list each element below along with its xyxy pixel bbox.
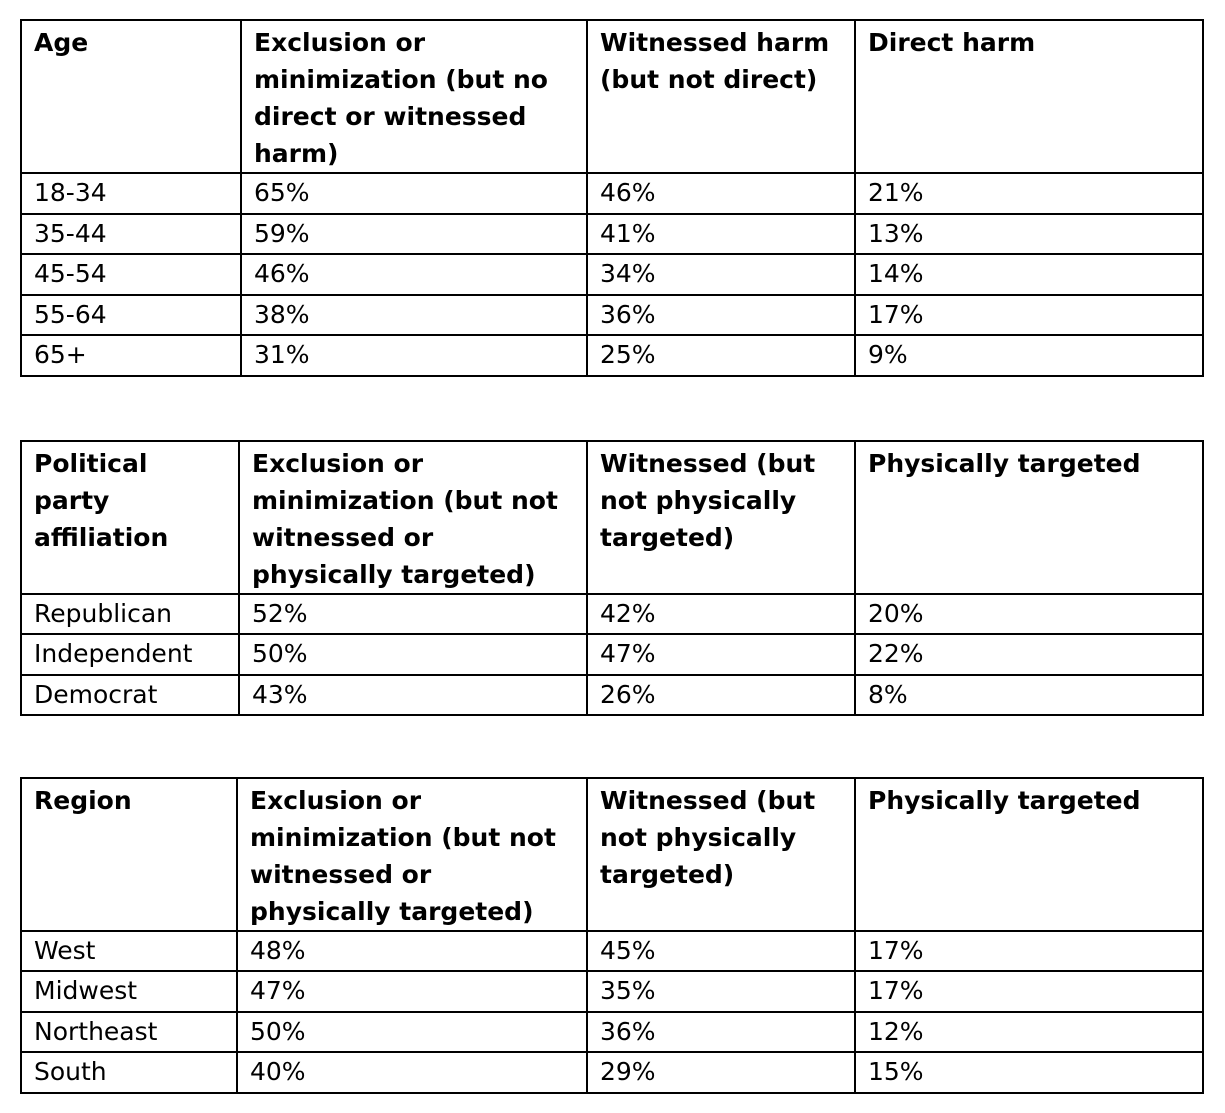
party-table [20, 440, 1204, 716]
table-cell: 52% [239, 594, 587, 634]
column-header: Physically targeted [855, 778, 1203, 931]
table-cell: 17% [855, 971, 1203, 1011]
column-header: Political party affiliation [21, 441, 239, 594]
table-row [21, 931, 1203, 971]
table-cell: South [21, 1052, 237, 1092]
table-row [21, 1012, 1203, 1052]
table-cell: 45-54 [21, 254, 241, 295]
table-cell: 17% [855, 931, 1203, 971]
table-cell: 46% [587, 173, 855, 214]
table-cell: 17% [855, 295, 1203, 336]
table-row [21, 173, 1203, 214]
table-row [21, 971, 1203, 1011]
table-cell: 36% [587, 295, 855, 336]
table-cell: 38% [241, 295, 587, 336]
table-cell: 13% [855, 214, 1203, 255]
column-header: Exclusion or minimization (but no direct or witnessed harm) [241, 20, 587, 173]
age-table [20, 19, 1204, 377]
table-cell: 36% [587, 1012, 855, 1052]
column-header: Witnessed (but not physically targeted) [587, 441, 855, 594]
table-cell: 59% [241, 214, 587, 255]
table-row [21, 594, 1203, 634]
table-cell: 25% [587, 335, 855, 376]
table-row [21, 1052, 1203, 1092]
table-cell: 47% [587, 634, 855, 674]
table-cell: 45% [587, 931, 855, 971]
table-cell: 42% [587, 594, 855, 634]
table-cell: 55-64 [21, 295, 241, 336]
table-cell: West [21, 931, 237, 971]
table-cell: 9% [855, 335, 1203, 376]
column-header: Exclusion or minimization (but not witnessed or physically targeted) [239, 441, 587, 594]
table-cell: 21% [855, 173, 1203, 214]
table-cell: 35% [587, 971, 855, 1011]
column-header: Physically targeted [855, 441, 1203, 594]
table-cell: 48% [237, 931, 587, 971]
region-table [20, 777, 1204, 1094]
table-row [21, 634, 1203, 674]
table-cell: 40% [237, 1052, 587, 1092]
table-cell: 50% [237, 1012, 587, 1052]
table-header-row [21, 441, 1203, 594]
table-row [21, 254, 1203, 295]
table-row [21, 214, 1203, 255]
table-header-row [21, 20, 1203, 173]
table-cell: 8% [855, 675, 1203, 715]
table-cell: 65+ [21, 335, 241, 376]
table-row [21, 675, 1203, 715]
table-cell: 47% [237, 971, 587, 1011]
column-header: Exclusion or minimization (but not witnessed or physically targeted) [237, 778, 587, 931]
table-header-row [21, 778, 1203, 931]
table-cell: 15% [855, 1052, 1203, 1092]
table-cell: 22% [855, 634, 1203, 674]
column-header: Age [21, 20, 241, 173]
table-cell: 26% [587, 675, 855, 715]
table-cell: Democrat [21, 675, 239, 715]
table-cell: Midwest [21, 971, 237, 1011]
table-cell: 41% [587, 214, 855, 255]
table-cell: 65% [241, 173, 587, 214]
column-header: Witnessed harm (but not direct) [587, 20, 855, 173]
table-cell: 35-44 [21, 214, 241, 255]
table-cell: 14% [855, 254, 1203, 295]
table-cell: Independent [21, 634, 239, 674]
table-cell: 20% [855, 594, 1203, 634]
table-cell: Republican [21, 594, 239, 634]
table-row [21, 295, 1203, 336]
table-cell: 18-34 [21, 173, 241, 214]
table-cell: 34% [587, 254, 855, 295]
table-cell: 50% [239, 634, 587, 674]
table-row [21, 335, 1203, 376]
table-cell: 31% [241, 335, 587, 376]
column-header: Direct harm [855, 20, 1203, 173]
table-cell: 46% [241, 254, 587, 295]
table-cell: 43% [239, 675, 587, 715]
column-header: Witnessed (but not physically targeted) [587, 778, 855, 931]
table-cell: 12% [855, 1012, 1203, 1052]
table-cell: Northeast [21, 1012, 237, 1052]
table-cell: 29% [587, 1052, 855, 1092]
column-header: Region [21, 778, 237, 931]
